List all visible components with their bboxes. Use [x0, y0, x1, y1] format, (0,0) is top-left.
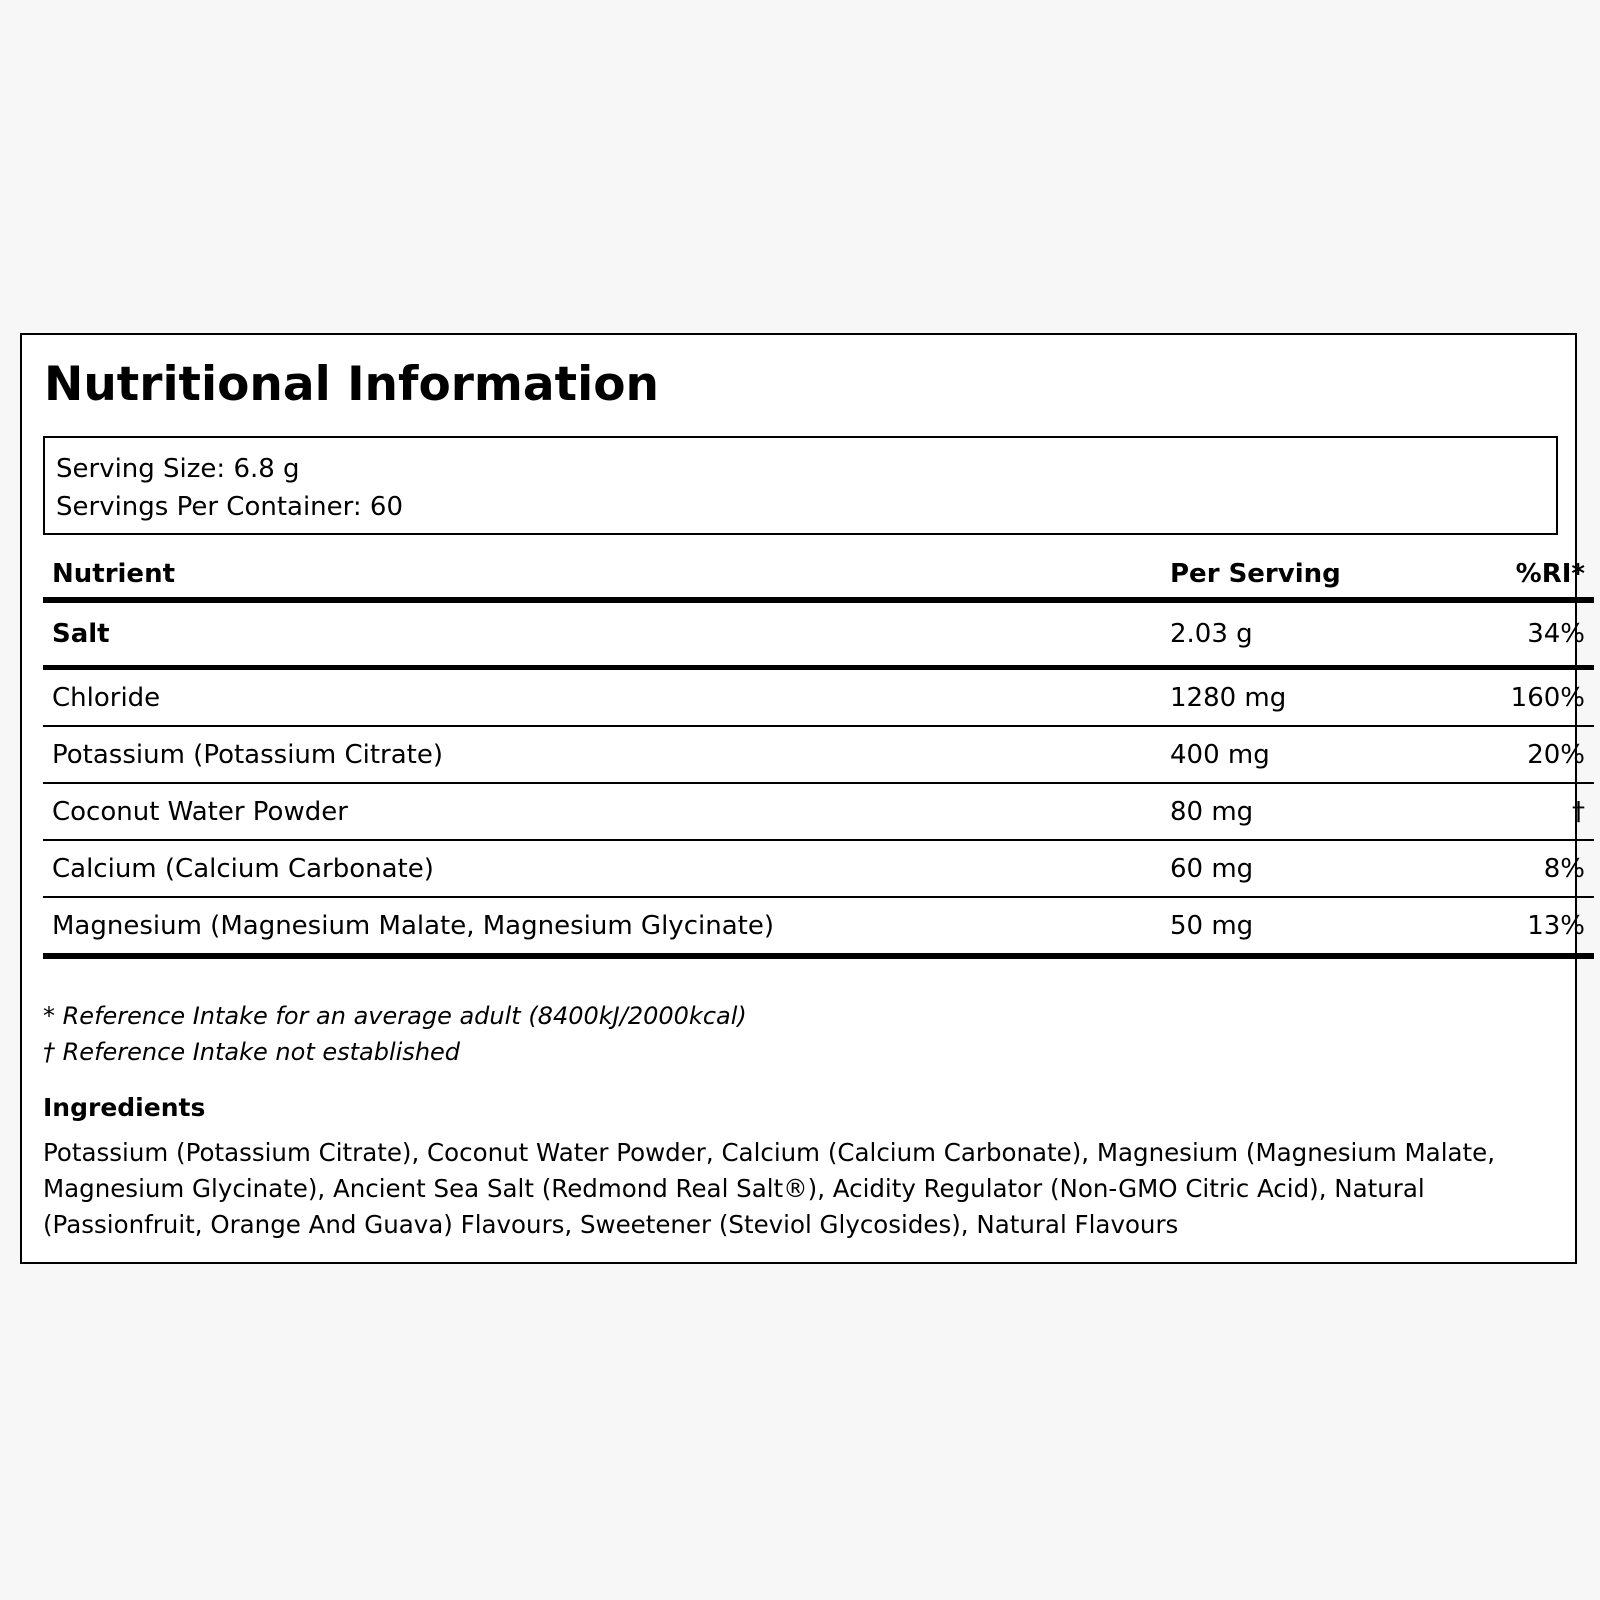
footnote-ri: * Reference Intake for an average adult (8400kJ/2000kcal) — [43, 1002, 747, 1030]
nutrient-ri: 13% — [1449, 897, 1594, 956]
servings-per-container: Servings Per Container: 60 — [56, 492, 404, 522]
nutrient-ri: 34% — [1449, 600, 1594, 668]
nutrient-name: Potassium (Potassium Citrate) — [43, 726, 1161, 783]
footnote-not-established: † Reference Intake not established — [43, 1038, 461, 1066]
header-ri: %RI* — [1449, 551, 1594, 600]
header-per-serving: Per Serving — [1161, 551, 1449, 600]
nutrient-ri: 20% — [1449, 726, 1594, 783]
table-row — [43, 726, 1594, 783]
nutrient-per-serving: 1280 mg — [1161, 668, 1449, 727]
table-header-row — [43, 551, 1594, 600]
nutrient-name: Calcium (Calcium Carbonate) — [43, 840, 1161, 897]
nutrient-name: Salt — [43, 600, 1161, 668]
table-row — [43, 668, 1594, 727]
header-nutrient: Nutrient — [43, 551, 1161, 600]
nutrient-ri: † — [1449, 783, 1594, 840]
serving-size: Serving Size: 6.8 g — [56, 454, 300, 484]
nutrient-per-serving: 80 mg — [1161, 783, 1449, 840]
nutrient-per-serving: 50 mg — [1161, 897, 1449, 956]
table-row — [43, 783, 1594, 840]
table-row — [43, 840, 1594, 897]
nutrient-ri: 160% — [1449, 668, 1594, 727]
nutrient-table — [43, 551, 1594, 959]
nutrient-per-serving: 2.03 g — [1161, 600, 1449, 668]
serving-info-box — [43, 436, 1558, 535]
ingredients-heading: Ingredients — [43, 1093, 206, 1122]
nutrient-name: Coconut Water Powder — [43, 783, 1161, 840]
nutrient-per-serving: 60 mg — [1161, 840, 1449, 897]
table-row — [43, 600, 1594, 668]
nutrition-label-panel — [20, 333, 1585, 1264]
ingredients-text: Potassium (Potassium Citrate), Coconut Water Powder, Calcium (Calcium Carbonate), Magnesium (Magnesium Malate, Magnesium Glycinate), Ancient Sea Salt (Redmond Real Salt®), Acidity Regulator (Non-GMO Citric Acid), Natural (Passionfruit, Orange And Guava) Flavours, Sweetener (Steviol Glycosides), Natural Flavours — [43, 1138, 1495, 1239]
nutrient-name: Magnesium (Magnesium Malate, Magnesium Glycinate) — [43, 897, 1161, 956]
nutrient-ri: 8% — [1449, 840, 1594, 897]
footnotes — [43, 998, 747, 1070]
page-title: Nutritional Information — [44, 357, 659, 412]
nutrient-per-serving: 400 mg — [1161, 726, 1449, 783]
table-row — [43, 897, 1594, 956]
nutrient-name: Chloride — [43, 668, 1161, 727]
